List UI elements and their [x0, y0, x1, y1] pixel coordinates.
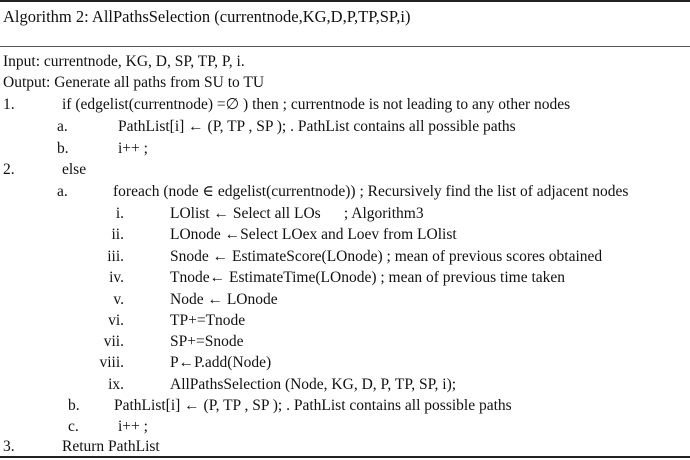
step-text: Return PathList: [62, 438, 160, 455]
step-text: i++ ;: [118, 140, 148, 157]
bottom-rule: [0, 456, 690, 458]
step-number: 2.: [3, 161, 15, 178]
step-text: LOnode ←Select LOex and Loev from LOlist: [170, 226, 457, 243]
step-text: foreach (node ∈ edgelist(currentnode)) ; Recursively find the list of adjacent nodes: [113, 183, 629, 200]
step-number: 1.: [3, 96, 15, 113]
step-number: c.: [68, 418, 79, 435]
step-text: AllPathsSelection (Node, KG, D, P, TP, SP, i);: [170, 376, 457, 393]
step-text: PathList[i] ← (P, TP , SP ); . PathList contains all possible paths: [118, 118, 516, 135]
step-text: PathList[i] ← (P, TP , SP ); . PathList contains all possible paths: [114, 397, 512, 414]
title-rule: [0, 46, 690, 47]
step-number: v.: [113, 291, 124, 308]
step-number: ii.: [111, 226, 124, 243]
step-text: i++ ;: [118, 418, 148, 435]
input-line: Input: currentnode, KG, D, SP, TP, P, i.: [3, 53, 245, 70]
step-number: 3.: [3, 438, 15, 455]
output-line: Output: Generate all paths from SU to TU: [3, 74, 265, 91]
step-text: SP+=Snode: [170, 333, 244, 350]
step-number: i.: [115, 205, 124, 222]
step-number: vii.: [103, 333, 124, 350]
step-text: Snode ← EstimateScore(LOnode) ; mean of previous scores obtained: [170, 248, 603, 265]
step-number: iv.: [109, 269, 124, 286]
step-number: a.: [57, 183, 68, 200]
algorithm-title: Algorithm 2: AllPathsSelection (currentnode,KG,D,P,TP,SP,i): [3, 7, 411, 26]
step-number: vi.: [108, 312, 124, 329]
step-number: iii.: [107, 248, 124, 265]
top-rule: [0, 0, 690, 2]
step-text: TP+=Tnode: [170, 312, 246, 329]
step-text: Tnode← EstimateTime(LOnode) ; mean of previous time taken: [170, 269, 566, 286]
step-text: P←P.add(Node): [170, 354, 272, 371]
step-number: ix.: [108, 376, 124, 393]
step-number: a.: [57, 118, 68, 135]
step-text: Node ← LOnode: [170, 291, 278, 308]
step-text: if (edgelist(currentnode) =∅ ) then ; currentnode is not leading to any other nodes: [62, 96, 571, 113]
step-number: b.: [57, 140, 69, 157]
step-text: LOlist ← Select all LOs ; Algorithm3: [170, 205, 424, 222]
step-text: else: [62, 161, 87, 178]
step-number: viii.: [99, 354, 124, 371]
step-number: b.: [68, 397, 80, 414]
